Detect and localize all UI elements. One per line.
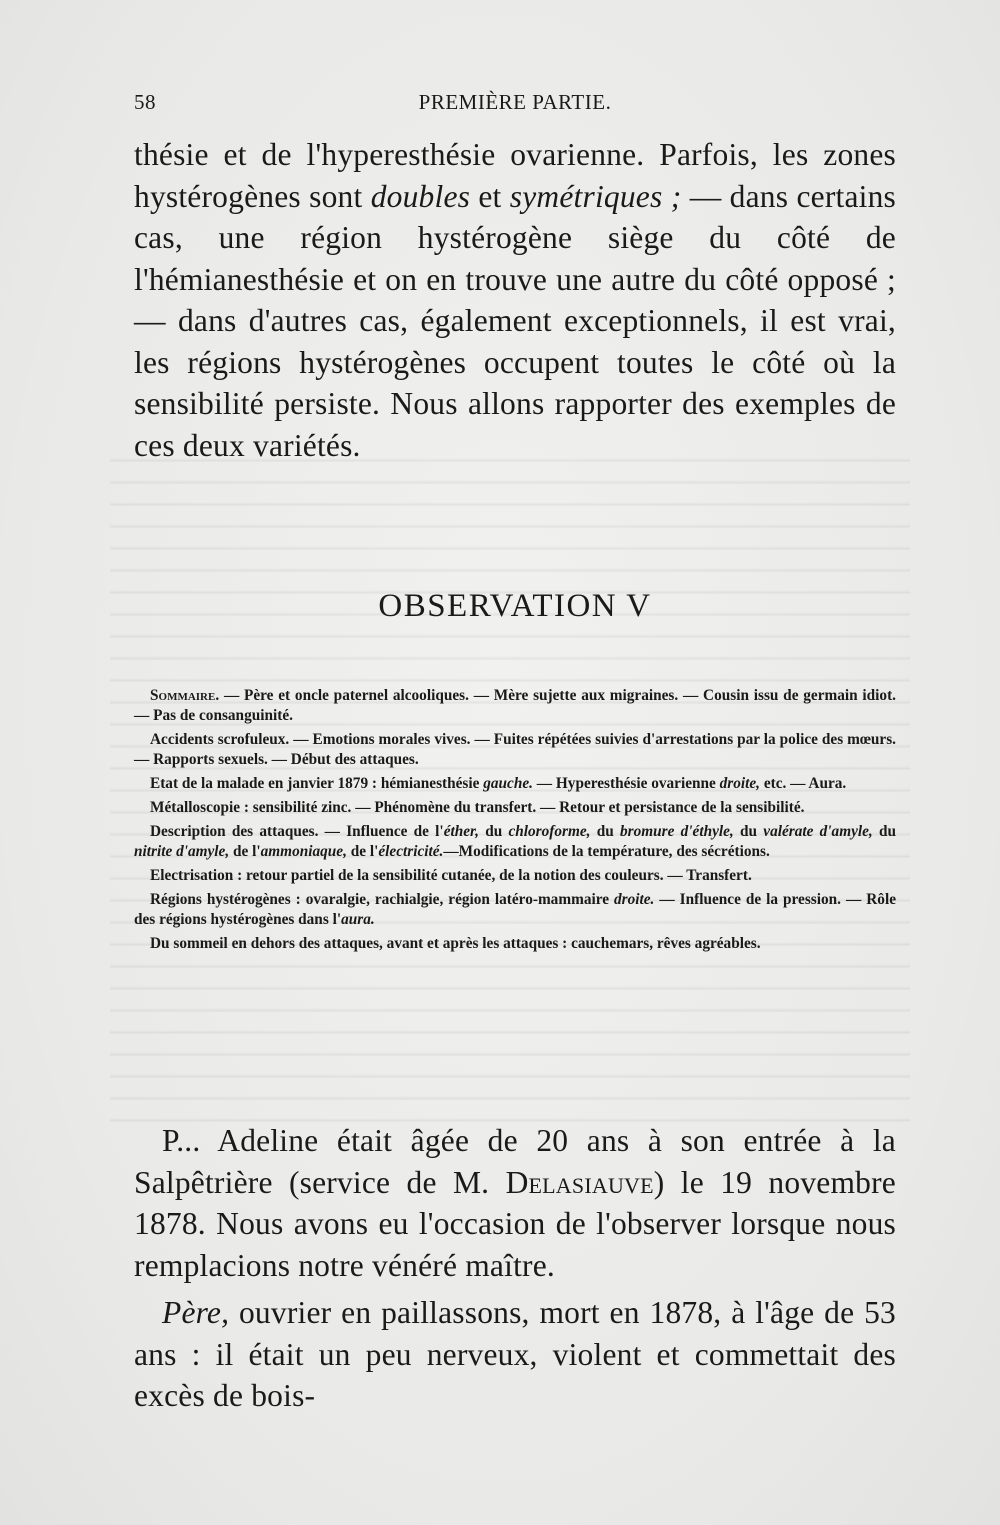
text-segment: P... Adeline était âgée de 20 ans à son entrée à la Salpêtrière (service de M. bbox=[134, 1123, 896, 1200]
summary-text: Accidents scrofuleux. — Emotions morales vives. — Fuites répétées suivies d'arrestations par la police des mœurs. — Rapports sexuels. — Début des attaques. bbox=[134, 731, 896, 769]
text-segment: thésie et de l'hyperesthésie ovarienne. Parfois, les zones hystérogènes sont bbox=[134, 137, 896, 214]
text-segment: ouvrier en paillassons, mort en 1878, à l'âge de 53 ans : il était un peu nerveux, violent et commettait des excès de bois- bbox=[134, 1295, 896, 1413]
italic-text: valérate d'amyle, bbox=[763, 822, 873, 840]
summary-text: — Influence de la pression. — Rôle des régions hystérogènes dans l' bbox=[134, 890, 896, 928]
observation-title: OBSERVATION V bbox=[378, 588, 652, 624]
italic-text: chloroforme, bbox=[508, 822, 591, 840]
summary-text: Du sommeil en dehors des attaques, avant et après les attaques : cauchemars, rêves agréables. bbox=[150, 934, 761, 952]
text-segment: — dans certains cas, une région hystérogène siège du côté de l'hémianesthésie et on en trouve une autre du côté opposé ; — dans d'autres cas, également exceptionnels, il est vrai, les régions hystérogènes occupent toutes le côté où la sensibilité persiste. Nous allons rapporter des exemples de ces deux variétés. bbox=[134, 178, 897, 463]
italic-text: doubles bbox=[370, 178, 471, 214]
summary-item bbox=[134, 866, 896, 886]
summary-text: du bbox=[872, 822, 897, 840]
summary-item bbox=[134, 686, 896, 727]
summary-text: etc. — Aura. bbox=[760, 775, 847, 793]
small-caps-name: Delasiauve bbox=[505, 1164, 654, 1200]
italic-text: Père, bbox=[162, 1295, 230, 1330]
italic-text: droite, bbox=[719, 775, 760, 793]
summary-text: — Père et oncle paternel alcooliques. — Mère sujette aux migraines. — Cousin issu de germain idiot. — Pas de consanguinité. bbox=[134, 687, 896, 725]
paragraph bbox=[134, 1292, 896, 1417]
summary-item bbox=[134, 774, 896, 794]
summary-text: — Hyperesthésie ovarienne bbox=[532, 775, 720, 793]
bottom-text bbox=[134, 1120, 896, 1417]
page-header bbox=[134, 90, 896, 120]
summary-text: Electrisation : retour partiel de la sensibilité cutanée, de la notion des couleurs. — Transfert. bbox=[150, 866, 752, 884]
summary-item bbox=[134, 822, 896, 863]
summary-block bbox=[134, 686, 896, 958]
italic-text: nitrite d'amyle, bbox=[134, 843, 230, 861]
text-segment: et bbox=[470, 178, 510, 214]
summary-text: Etat de la malade en janvier 1879 : hémianesthésie bbox=[150, 775, 484, 793]
text-segment: ) le 19 novembre 1878. Nous avons eu l'occasion de l'observer lorsque nous remplacions notre vénéré maître. bbox=[134, 1164, 896, 1283]
summary-item bbox=[134, 890, 896, 931]
top-paragraph bbox=[134, 134, 896, 466]
paragraph bbox=[134, 1120, 896, 1286]
italic-text: aura. bbox=[341, 910, 375, 928]
summary-text: Description des attaques. — Influence de l' bbox=[150, 822, 444, 840]
summary-label: Sommaire. bbox=[150, 687, 220, 704]
italic-text: bromure d'éthyle, bbox=[620, 822, 734, 840]
running-head: PREMIÈRE PARTIE. bbox=[418, 90, 612, 114]
summary-text: du bbox=[733, 822, 764, 840]
italic-text: éther, bbox=[443, 822, 479, 840]
summary-text: du bbox=[590, 822, 621, 840]
italic-text: ammoniaque, bbox=[260, 843, 347, 861]
summary-text: du bbox=[478, 822, 509, 840]
summary-text: de l' bbox=[346, 843, 379, 861]
summary-text: Régions hystérogènes : ovaralgie, rachialgie, région latéro-mammaire bbox=[150, 890, 615, 908]
summary-text: —Modifications de la température, des sécrétions. bbox=[443, 843, 770, 861]
page-number: 58 bbox=[134, 90, 156, 114]
summary-item bbox=[134, 934, 896, 954]
italic-text: droite. bbox=[614, 890, 655, 908]
italic-text: gauche. bbox=[483, 775, 533, 793]
summary-item bbox=[134, 798, 896, 818]
summary-text: de l' bbox=[229, 843, 261, 861]
summary-text: Métalloscopie : sensibilité zinc. — Phénomène du transfert. — Retour et persistance de la sensibilité. bbox=[150, 798, 805, 816]
summary-item bbox=[134, 730, 896, 771]
italic-text: électricité. bbox=[378, 843, 444, 861]
italic-text: symétriques ; bbox=[509, 178, 682, 214]
